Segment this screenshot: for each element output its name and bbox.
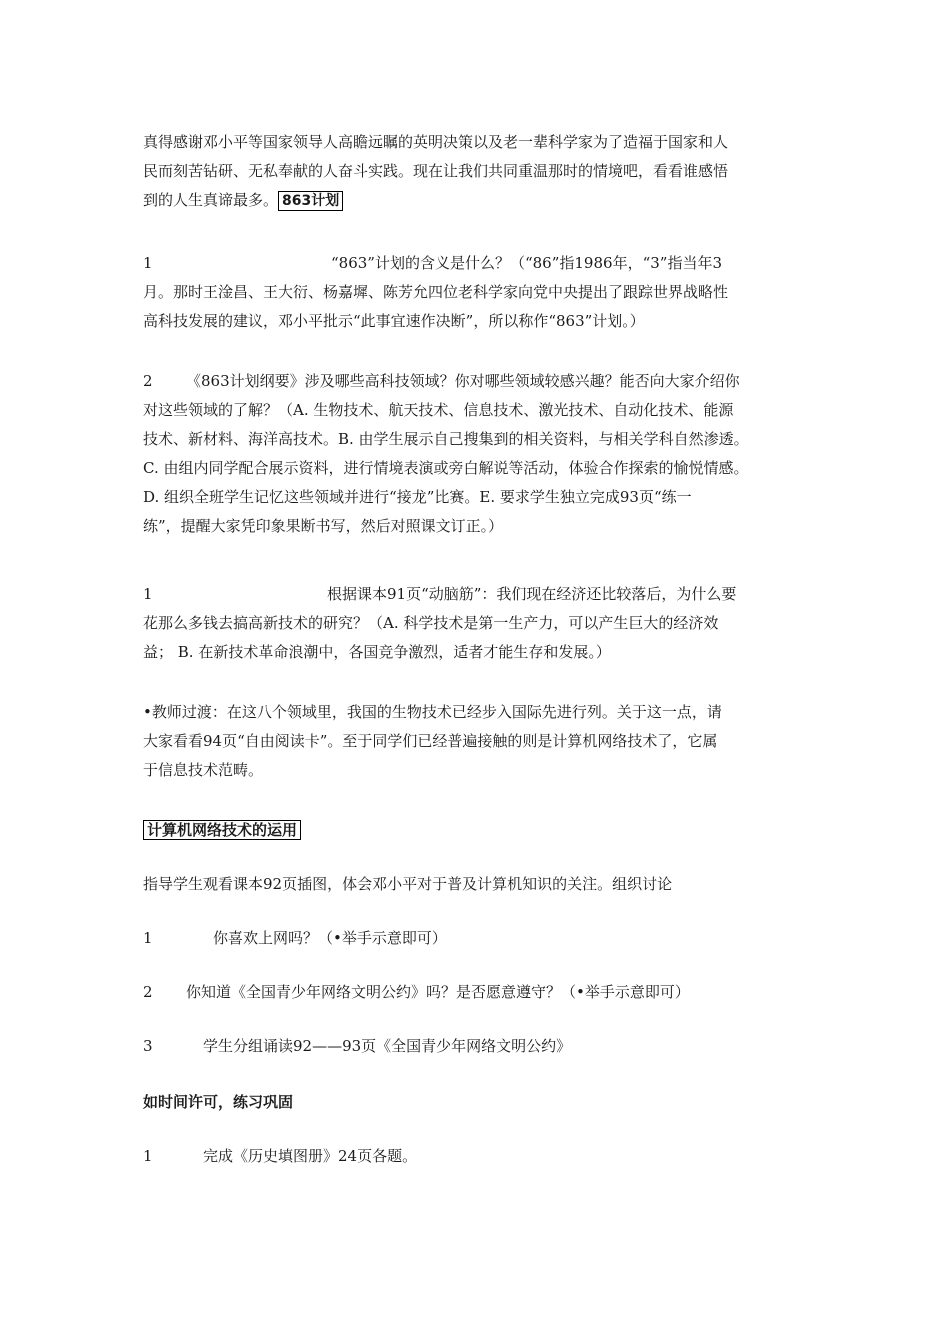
list-item (143, 1032, 823, 1061)
section-title-network: 计算机网络技术的运用 (143, 820, 301, 840)
item-number: 1 (143, 1147, 153, 1165)
question-line: D. 组织全班学生记忆这些领域并进行“接龙”比赛。E. 要求学生独立完成93页“练一 (143, 488, 692, 506)
paragraph-line: 真得感谢邓小平等国家领导人高瞻远瞩的英明决策以及老一辈科学家为了造福于国家和人 (143, 133, 729, 151)
question-line: 《863计划纲要》涉及哪些高科技领域？你对哪些领域较感兴趣？能否向大家介绍你 (186, 372, 740, 390)
item-text: 学生分组诵读92——93页《全国青少年网络文明公约》 (203, 1037, 572, 1055)
section-title-863-plan: 863计划 (278, 191, 343, 211)
paragraph-line: 民而刻苦钻研、无私奉献的人奋斗实践。现在让我们共同重温那时的情境吧，看看谁感悟 (143, 162, 729, 180)
item-text: 完成《历史填图册》24页各题。 (203, 1147, 418, 1165)
list-item (143, 1142, 823, 1171)
question-line: 对这些领域的了解？（A. 生物技术、航天技术、信息技术、激光技术、自动化技术、能源 (143, 401, 734, 419)
transition-line: 于信息技术范畴。 (143, 761, 264, 779)
paragraph-line: 到的人生真谛最多。 (143, 191, 279, 209)
item-text: 你喜欢上网吗？（•举手示意即可） (213, 929, 447, 947)
question-number: 1 (143, 585, 153, 603)
question-3 (143, 580, 823, 667)
intro-paragraph (143, 128, 823, 215)
question-line: 技术、新材料、海洋高技术。B. 由学生展示自己搜集到的相关资料，与相关学科自然渗透。 (143, 430, 749, 448)
question-line: 益； B. 在新技术革命浪潮中，各国竞争激烈，适者才能生存和发展。） (143, 643, 611, 661)
question-line: 根据课本91页“动脑筋”：我们现在经济还比较落后，为什么要 (327, 585, 737, 603)
item-number: 3 (143, 1037, 153, 1055)
question-line: 花那么多钱去搞高新技术的研究？（A. 科学技术是第一生产力，可以产生巨大的经济效 (143, 614, 719, 632)
question-line: 高科技发展的建议，邓小平批示“此事宜速作决断”，所以称作“863”计划。） (143, 312, 645, 330)
section-title-practice: 如时间许可，练习巩固 (143, 1093, 294, 1111)
question-1 (143, 249, 823, 336)
section-intro-line: 指导学生观看课本92页插图，体会邓小平对于普及计算机知识的关注。组织讨论 (143, 875, 673, 893)
question-number: 2 (143, 372, 153, 390)
question-number: 1 (143, 254, 153, 272)
question-line: C. 由组内同学配合展示资料，进行情境表演或旁白解说等活动，体验合作探索的愉悦情感。 (143, 459, 749, 477)
item-text: 你知道《全国青少年网络文明公约》吗？是否愿意遵守？（•举手示意即可） (186, 983, 690, 1001)
transition-line: 大家看看94页“自由阅读卡”。至于同学们已经普遍接触的则是计算机网络技术了，它属 (143, 732, 718, 750)
question-line: “863”计划的含义是什么？（“86”指1986年，“3”指当年3 (331, 254, 722, 272)
item-number: 2 (143, 983, 153, 1001)
transition-line: •教师过渡：在这八个领域里，我国的生物技术已经步入国际先进行列。关于这一点，请 (143, 703, 722, 721)
list-item (143, 978, 823, 1007)
question-line: 练”，提醒大家凭印象果断书写，然后对照课文订正。） (143, 517, 504, 535)
teacher-transition (143, 698, 823, 785)
question-2 (143, 367, 823, 541)
section-network (143, 816, 823, 845)
section-practice (143, 1088, 823, 1117)
list-item (143, 924, 823, 953)
item-number: 1 (143, 929, 153, 947)
section-intro (143, 870, 823, 899)
question-line: 月。那时王淦昌、王大衍、杨嘉墀、陈芳允四位老科学家向党中央提出了跟踪世界战略性 (143, 283, 729, 301)
